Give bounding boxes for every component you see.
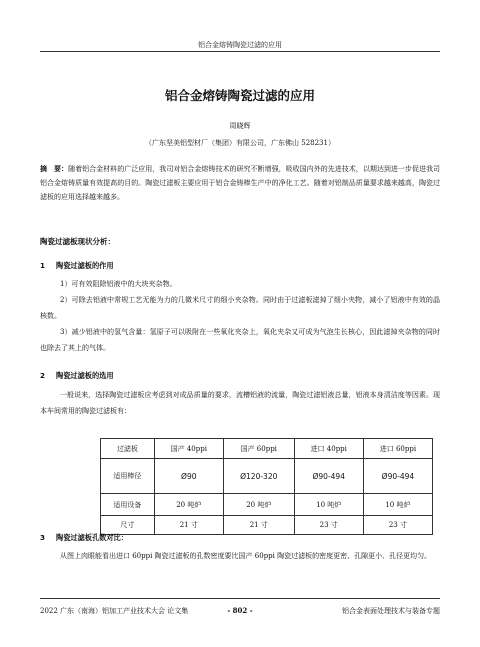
abstract <box>40 162 440 204</box>
subsection-1-heading <box>40 261 114 271</box>
subsection-title: 陶瓷过滤板的作用 <box>56 261 114 270</box>
table-header-row <box>101 439 433 459</box>
author-name: 周晓辉 <box>229 122 251 130</box>
table-row <box>101 459 433 494</box>
table-cell: 10 吨炉 <box>363 494 432 516</box>
table-row <box>101 516 433 535</box>
table-cell: 适用设备 <box>101 494 155 516</box>
table-cell: Ø90-494 <box>294 459 363 494</box>
table-cell: 尺寸 <box>101 516 155 535</box>
page-number: - 802 - <box>227 606 253 615</box>
section-heading: 陶瓷过滤板现状分析： <box>40 237 115 246</box>
table-cell: 20 吨炉 <box>223 494 294 516</box>
table-cell: 23 寸 <box>294 516 363 535</box>
filter-spec-table <box>100 438 433 535</box>
table-cell: 适用棒径 <box>101 459 155 494</box>
table-cell: 过滤板 <box>101 439 155 459</box>
table-cell: 21 寸 <box>154 516 223 535</box>
table-cell: 国产 40ppi <box>154 439 223 459</box>
subsection-2-heading <box>40 371 114 381</box>
subsection-title: 陶瓷过滤板的选用 <box>56 371 114 380</box>
table-cell: 20 吨炉 <box>154 494 223 516</box>
table-cell: 10 吨炉 <box>294 494 363 516</box>
footer-proceedings: 2022 广东（南海）铝加工产业技术大会 论文集 <box>40 607 189 615</box>
paragraph: 从图上肉眼能看出进口 60ppi 陶瓷过滤板的孔数密度要比国产 60ppi 陶瓷过滤板的密度更密、孔隙更小、孔径更均匀。 <box>60 552 432 560</box>
subsection-number: 3 <box>40 533 46 542</box>
footer-topic: 铝合金表面处理技术与装备专题 <box>342 607 440 615</box>
table-cell: 进口 40ppi <box>294 439 363 459</box>
author-affiliation: （广东坚美铝型材厂（集团）有限公司，广东佛山 528231） <box>145 139 335 147</box>
running-header: 铝合金熔铸陶瓷过滤的应用 <box>198 41 282 49</box>
table-cell: Ø120-320 <box>223 459 294 494</box>
subsection-number: 2 <box>40 371 46 380</box>
table-cell: Ø90-494 <box>363 459 432 494</box>
subsection-title: 陶瓷过滤板孔数对比： <box>56 533 128 542</box>
header-rule <box>40 51 440 52</box>
paragraph: 1）可有效阻除铝液中的大块夹杂物。 <box>60 280 177 288</box>
footer-rule <box>40 598 440 599</box>
paragraph: 2）可除去铝液中常规工艺无能为力的几微米尺寸的细小夹杂物。同时由于过滤板滤掉了细小夹物，减小了铝液中有效的晶核数。 <box>40 296 440 320</box>
abstract-text: 随着铝合金材料的广泛应用，我司对铝合金熔铸技术的研究不断增强，吸收国内外的先进技术，以期达到进一步促进我司铝合金熔铸质量有效提高的目的。陶瓷过滤板主要应用于铝合金铸棒生产中的净化工艺。随着对铝制品质量要求越来越高，陶瓷过滤板的应用选择越来越多。 <box>40 165 441 201</box>
table-cell: 23 寸 <box>363 516 432 535</box>
table-cell: 进口 60ppi <box>363 439 432 459</box>
subsection-number: 1 <box>40 261 46 270</box>
subsection-3-heading <box>40 533 128 543</box>
abstract-label: 摘 要： <box>40 165 69 173</box>
table-row <box>101 494 433 516</box>
table-cell: Ø90 <box>154 459 223 494</box>
table-cell: 国产 60ppi <box>223 439 294 459</box>
article-title: 铝合金熔铸陶瓷过滤的应用 <box>164 88 315 103</box>
table-cell: 21 寸 <box>223 516 294 535</box>
paragraph: 一般说来，选择陶瓷过滤板应考虑到对成品质量的要求，流槽铝液的流量，陶瓷过滤铝液总量，铝液本身清洁度等因素。现本车间常用的陶瓷过滤板有： <box>40 391 440 415</box>
paragraph: 3）减少铝液中的氢气含量：氢原子可以吸附在一些氧化夹杂上，氧化夹杂又可成为气泡生长核心，因此滤掉夹杂物的同时也除去了其上的气体。 <box>40 328 440 352</box>
